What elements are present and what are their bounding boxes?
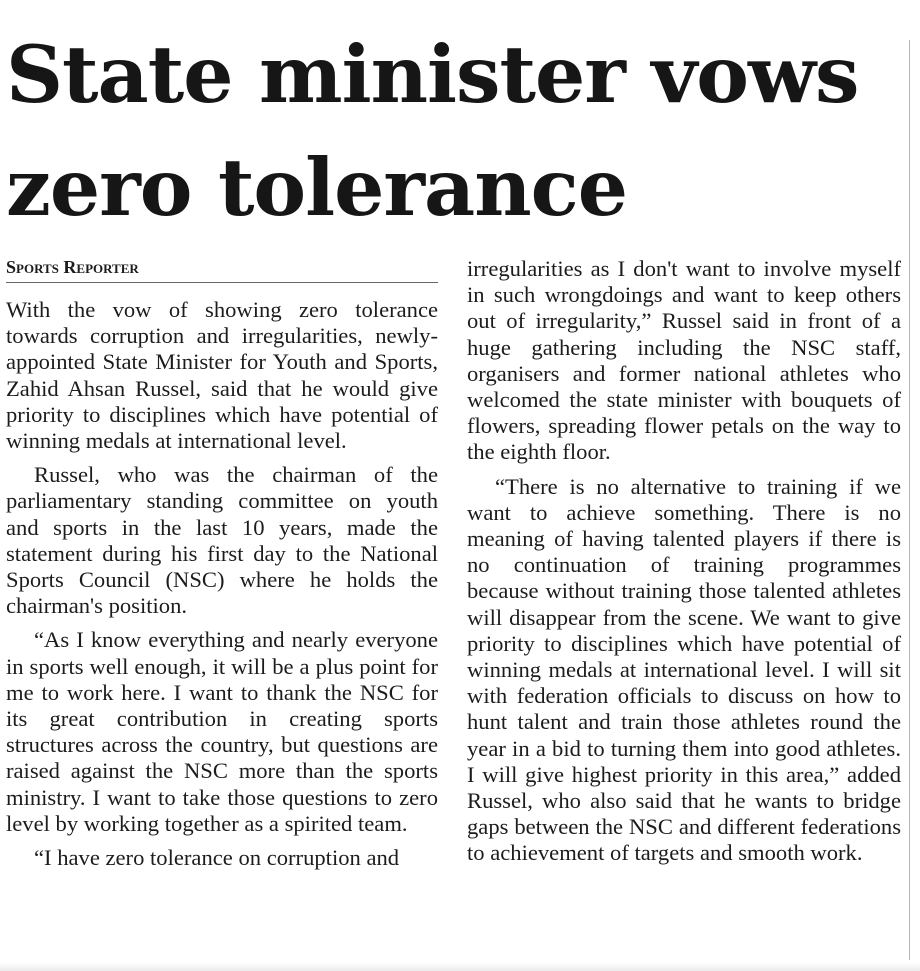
byline: Sports Reporter — [6, 256, 438, 283]
article-paragraph: With the vow of showing zero tolerance towards corruption and irregularities, newly-appointed State Minister for Youth and Sports, Zahid Ahsan Russel, said that he would give priority to disciplines which have potential of winning medals at international level. — [6, 297, 438, 454]
article-paragraph: Russel, who was the chairman of the parliamentary standing committee on youth and sports in the last 10 years, made the statement during his first day to the National Sports Council (NSC) where he holds the chairman's position. — [6, 462, 438, 619]
article-column-left — [6, 256, 438, 879]
column-rule — [909, 40, 910, 960]
article-column-right — [467, 256, 901, 875]
page-bottom-edge — [0, 962, 920, 971]
article-paragraph: “I have zero tolerance on corruption and — [34, 845, 400, 871]
headline: State minister vows zero tolerance — [6, 28, 859, 234]
article-paragraph: irregularities as I don't want to involve myself in such wrongdoings and want to keep others out of irregularity,” Russel said in front of a huge gathering including the NSC staff, organisers and former national athletes who welcomed the state minister with bouquets of flowers, spreading flower petals on the way to the eighth floor. — [467, 256, 901, 465]
article-paragraph: “There is no alternative to training if we want to achieve something. There is no meaning of having talented players if there is no continuation of training programmes because without training those talented athletes will disappear from the scene. We want to give priority to disciplines which have potential of winning medals at international level. I will sit with federation officials to discuss on how to hunt talent and train those athletes round the year in a bid to turning them into good athletes. I will give highest priority in this area,” added Russel, who also said that he wants to bridge gaps between the NSC and different federations to achievement of targets and smooth work. — [467, 473, 901, 866]
article-paragraph: “As I know everything and nearly everyone in sports well enough, it will be a plus point for me to work here. I want to thank the NSC for its great contribution in creating sports structures across the country, but questions are raised against the NSC more than the sports ministry. I want to take those questions to zero level by working together as a spirited team. — [6, 627, 438, 836]
